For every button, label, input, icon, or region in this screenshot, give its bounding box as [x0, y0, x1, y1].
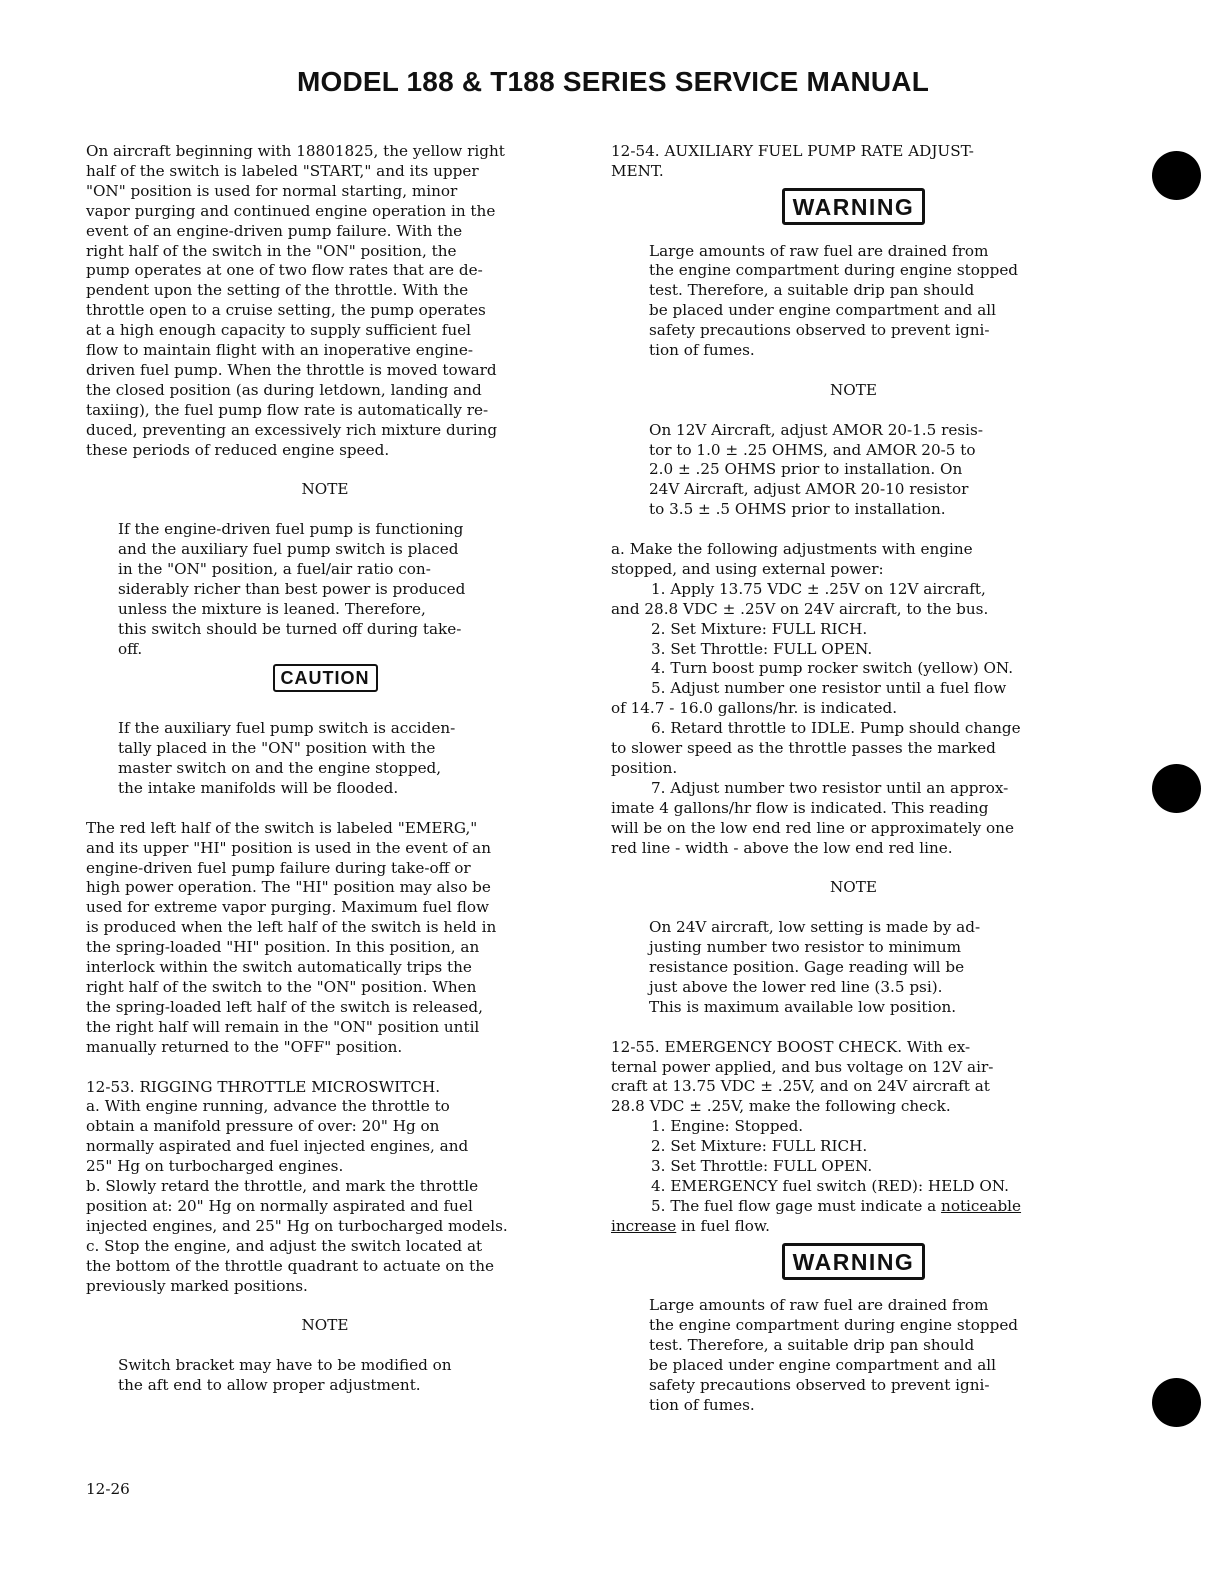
- text-line: the spring-loaded "HI" position. In this position, an: [86, 938, 480, 957]
- text-line: is produced when the left half of the switch is held in: [86, 918, 497, 937]
- text-line: interlock within the switch automatically trips the: [86, 958, 472, 977]
- text-line: safety precautions observed to prevent igni-: [649, 1376, 990, 1395]
- text-line: flow to maintain flight with an inoperative engine-: [86, 341, 473, 360]
- text-line: justing number two resistor to minimum: [649, 938, 961, 957]
- step-text: in fuel flow.: [676, 1216, 770, 1235]
- text-line: the intake manifolds will be flooded.: [118, 778, 399, 797]
- text-line: position at: 20" Hg on normally aspirated and fuel: [86, 1196, 473, 1215]
- text-line: right half of the switch in the "ON" position, the: [86, 241, 457, 260]
- text-line: injected engines, and 25" Hg on turbocharged models.: [86, 1216, 508, 1235]
- text-line: driven fuel pump. When the throttle is moved toward: [86, 360, 497, 379]
- step-line: imate 4 gallons/hr flow is indicated. This reading: [611, 798, 989, 817]
- binder-hole-icon: [1152, 1378, 1201, 1427]
- warning-block: [611, 1296, 1096, 1415]
- text-line: test. Therefore, a suitable drip pan should: [649, 281, 975, 300]
- step-line: 3. Set Throttle: FULL OPEN.: [651, 639, 873, 658]
- text-line: craft at 13.75 VDC ± .25V, and on 24V aircraft at: [611, 1077, 990, 1096]
- text-line: pump operates at one of two flow rates that are de-: [86, 261, 483, 280]
- text-line: unless the mixture is leaned. Therefore,: [118, 599, 426, 618]
- text-line: in the "ON" position, a fuel/air ratio con-: [118, 560, 431, 578]
- text-line: event of an engine-driven pump failure. With the: [86, 221, 463, 240]
- text-line: c. Stop the engine, and adjust the switch located at: [86, 1236, 483, 1255]
- step-line: 3. Set Throttle: FULL OPEN.: [651, 1157, 873, 1176]
- text-line: b. Slowly retard the throttle, and mark the throttle: [86, 1177, 479, 1196]
- section-12-55: [611, 1038, 1096, 1237]
- intro-paragraph: [86, 142, 564, 461]
- step-line: [611, 1197, 1096, 1217]
- text-line: tion of fumes.: [649, 341, 755, 360]
- text-line: taxiing), the fuel pump flow rate is automatically re-: [86, 400, 489, 419]
- text-line: safety precautions observed to prevent igni-: [649, 321, 990, 340]
- step-line: 1. Engine: Stopped.: [651, 1117, 804, 1136]
- text-line: right half of the switch to the "ON" position. When: [86, 977, 477, 996]
- note-heading: NOTE: [301, 480, 349, 499]
- binder-hole-icon: [1152, 764, 1201, 813]
- text-line: just above the lower red line (3.5 psi).: [649, 977, 943, 996]
- text-line: If the auxiliary fuel pump switch is acciden-: [118, 719, 456, 738]
- text-line: the right half will remain in the "ON" position until: [86, 1017, 480, 1036]
- text-line: 25" Hg on turbocharged engines.: [86, 1157, 344, 1176]
- text-line: throttle open to a cruise setting, the pump operates: [86, 301, 486, 320]
- text-line: obtain a manifold pressure of over: 20" Hg on: [86, 1117, 440, 1136]
- text-line: test. Therefore, a suitable drip pan should: [649, 1336, 975, 1355]
- text-line: be placed under engine compartment and all: [649, 1356, 996, 1375]
- step-line: [611, 1217, 1096, 1237]
- text-line: stopped, and using external power:: [611, 559, 884, 578]
- underlined-text: increase: [611, 1216, 677, 1235]
- left-column: [86, 142, 564, 1396]
- text-line: Large amounts of raw fuel are drained from: [649, 241, 989, 260]
- text-line: the engine compartment during engine stopped: [649, 1316, 1019, 1335]
- text-line: off.: [118, 639, 143, 658]
- warning-label: WARNING: [782, 188, 926, 225]
- note-heading: NOTE: [830, 380, 877, 399]
- page-title: MODEL 188 & T188 SERIES SERVICE MANUAL: [296, 66, 930, 97]
- text-line: engine-driven fuel pump failure during take-off or: [86, 858, 471, 877]
- text-line: siderably richer than best power is produced: [118, 579, 466, 598]
- note-heading: NOTE: [301, 1316, 349, 1335]
- text-line: the aft end to allow proper adjustment.: [118, 1376, 421, 1395]
- text-line: The red left half of the switch is labeled "EMERG,": [86, 818, 478, 837]
- text-line: the spring-loaded left half of the switch is released,: [86, 997, 483, 1016]
- page-number: 12-26: [86, 1480, 130, 1498]
- text-line: used for extreme vapor purging. Maximum fuel flow: [86, 898, 489, 917]
- text-line: to 3.5 ± .5 OHMS prior to installation.: [649, 500, 946, 519]
- binder-hole-icon: [1152, 151, 1201, 200]
- step-text: 5. The fuel flow gage must indicate a: [651, 1196, 942, 1215]
- note-block: [611, 918, 1096, 1018]
- text-line: master switch on and the engine stopped,: [118, 759, 442, 778]
- text-line: high power operation. The "HI" position may also be: [86, 878, 491, 897]
- text-line: Large amounts of raw fuel are drained from: [649, 1296, 989, 1315]
- warning-block: [611, 242, 1096, 361]
- step-line: and 28.8 VDC ± .25V on 24V aircraft, to the bus.: [611, 599, 989, 618]
- step-line: position.: [611, 759, 678, 778]
- adjustment-procedure: [611, 540, 1096, 859]
- text-line: pendent upon the setting of the throttle. With the: [86, 281, 469, 300]
- note-block: [86, 1356, 564, 1396]
- step-line: 4. EMERGENCY fuel switch (RED): HELD ON.: [651, 1177, 1009, 1195]
- text-line: This is maximum available low position.: [649, 997, 957, 1016]
- text-line: "ON" position is used for normal starting, minor: [86, 181, 458, 200]
- text-line: half of the switch is labeled "START," and its upper: [86, 161, 479, 180]
- text-line: 24V Aircraft, adjust AMOR 20-10 resistor: [649, 480, 969, 499]
- caution-block: [86, 719, 564, 799]
- step-line: 4. Turn boost pump rocker switch (yellow) ON.: [651, 659, 1014, 678]
- text-line: duced, preventing an excessively rich mixture during: [86, 420, 498, 439]
- step-line: to slower speed as the throttle passes the marked: [611, 739, 996, 758]
- section-heading: 12-55. EMERGENCY BOOST CHECK. With ex-: [611, 1037, 971, 1056]
- text-line: and the auxiliary fuel pump switch is placed: [118, 540, 459, 559]
- text-line: 28.8 VDC ± .25V, make the following check.: [611, 1097, 951, 1116]
- note-block: [611, 421, 1096, 521]
- text-line: and its upper "HI" position is used in the event of an: [86, 838, 491, 857]
- warning-label: WARNING: [782, 1243, 926, 1280]
- text-line: vapor purging and continued engine operation in the: [86, 201, 496, 220]
- text-line: resistance position. Gage reading will be: [649, 958, 965, 977]
- text-line: the bottom of the throttle quadrant to actuate on the: [86, 1256, 495, 1275]
- step-line: of 14.7 - 16.0 gallons/hr. is indicated.: [611, 699, 898, 718]
- section-12-53: [86, 1078, 564, 1297]
- text-line: this switch should be turned off during take-: [118, 619, 462, 638]
- step-line: 6. Retard throttle to IDLE. Pump should change: [651, 719, 1021, 738]
- text-line: manually returned to the "OFF" position.: [86, 1037, 403, 1056]
- text-line: On 12V Aircraft, adjust AMOR 20-1.5 resis-: [649, 420, 983, 439]
- right-column: [611, 142, 1096, 1416]
- text-line: If the engine-driven fuel pump is functioning: [118, 520, 464, 539]
- text-line: a. Make the following adjustments with engine: [611, 540, 973, 559]
- text-line: tally placed in the "ON" position with the: [118, 739, 436, 758]
- text-line: On aircraft beginning with 18801825, the yellow right: [86, 142, 505, 160]
- text-line: be placed under engine compartment and all: [649, 301, 996, 320]
- text-line: previously marked positions.: [86, 1276, 308, 1295]
- section-heading: 12-53. RIGGING THROTTLE MICROSWITCH.: [86, 1077, 441, 1096]
- section-12-54: [611, 142, 1096, 182]
- text-line: these periods of reduced engine speed.: [86, 440, 390, 459]
- step-line: 5. Adjust number one resistor until a fuel flow: [651, 679, 1007, 698]
- text-line: ternal power applied, and bus voltage on 12V air-: [611, 1057, 994, 1076]
- text-line: Switch bracket may have to be modified on: [118, 1356, 452, 1375]
- text-line: the engine compartment during engine stopped: [649, 261, 1019, 280]
- text-line: 2.0 ± .25 OHMS prior to installation. On: [649, 460, 963, 479]
- text-line: the closed position (as during letdown, landing and: [86, 380, 482, 399]
- text-line: a. With engine running, advance the throttle to: [86, 1097, 450, 1116]
- note-heading: NOTE: [830, 878, 877, 897]
- underlined-text: noticeable: [941, 1196, 1022, 1215]
- step-line: 2. Set Mixture: FULL RICH.: [651, 1137, 868, 1156]
- step-line: 2. Set Mixture: FULL RICH.: [651, 619, 868, 638]
- step-line: 7. Adjust number two resistor until an approx-: [651, 778, 1009, 797]
- caution-label: CAUTION: [273, 664, 378, 692]
- step-line: 1. Apply 13.75 VDC ± .25V on 12V aircraft,: [651, 579, 986, 598]
- text-line: normally aspirated and fuel injected engines, and: [86, 1137, 469, 1156]
- step-line: will be on the low end red line or approximately one: [611, 818, 1014, 837]
- text-line: On 24V aircraft, low setting is made by ad-: [649, 918, 981, 937]
- note-block: [86, 520, 564, 659]
- section-heading: 12-54. AUXILIARY FUEL PUMP RATE ADJUST-: [611, 142, 974, 160]
- text-line: MENT.: [611, 161, 664, 180]
- text-line: tion of fumes.: [649, 1395, 755, 1414]
- step-line: red line - width - above the low end red line.: [611, 838, 953, 857]
- red-half-paragraph: [86, 819, 564, 1058]
- text-line: tor to 1.0 ± .25 OHMS, and AMOR 20-5 to: [649, 440, 976, 459]
- text-line: at a high enough capacity to supply sufficient fuel: [86, 321, 471, 340]
